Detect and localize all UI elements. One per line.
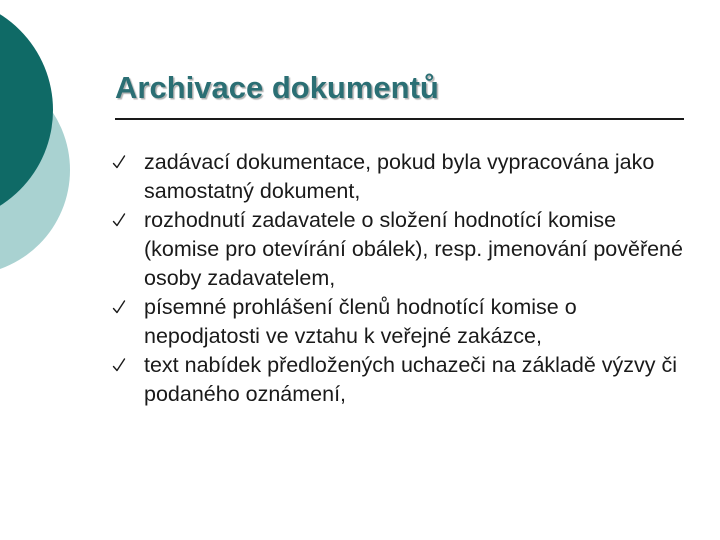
slide-title: Archivace dokumentů — [115, 70, 439, 105]
bullet-item — [112, 206, 692, 293]
bullet-text: zadávací dokumentace, pokud byla vypracována jako samostatný dokument, — [144, 150, 655, 203]
checkmark-icon — [112, 357, 126, 373]
checkmark-icon — [112, 299, 126, 315]
checkmark-icon — [112, 154, 126, 170]
checkmark-icon — [112, 212, 126, 228]
bullet-text: rozhodnutí zadavatele o složení hodnotící komise (komise pro otevírání obálek), resp. jmenování pověřené osoby zadavatelem, — [144, 208, 683, 290]
bullet-list — [112, 148, 692, 409]
bullet-text: písemné prohlášení členů hodnotící komise o nepodjatosti ve vztahu k veřejné zakázce, — [144, 295, 577, 348]
bullet-item — [112, 148, 692, 206]
bullet-item — [112, 351, 692, 409]
decorative-circles — [0, 0, 80, 300]
bullet-item — [112, 293, 692, 351]
bullet-text: text nabídek předložených uchazeči na základě výzvy či podaného oznámení, — [144, 353, 678, 406]
title-underline — [115, 118, 684, 120]
